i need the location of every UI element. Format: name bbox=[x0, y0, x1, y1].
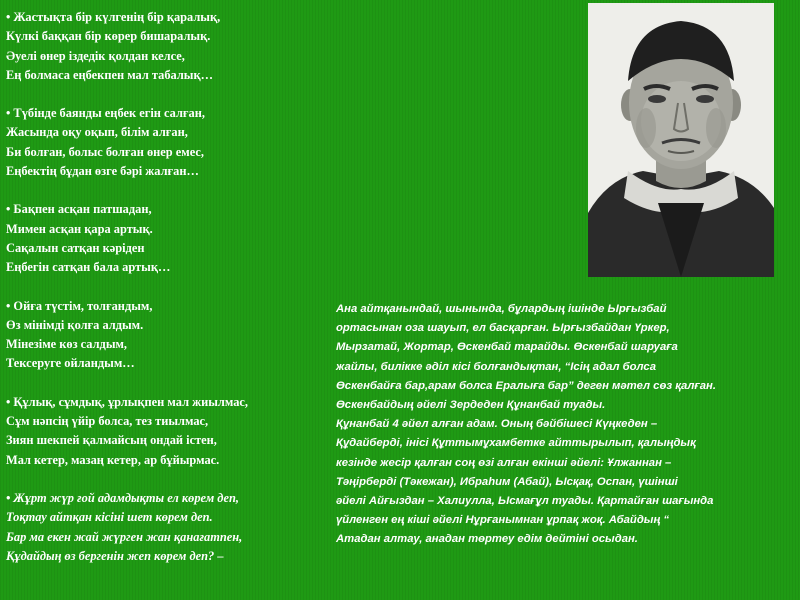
prose-line: кезінде жесір қалған соң өзі алған екінші әйелі: Ұлжаннан – bbox=[336, 456, 672, 469]
poem-line: Мал кетер, мазаң кетер, ар бұйырмас. bbox=[6, 452, 220, 467]
prose-line: Тәңірберді (Тәкежан), Ибраһим (Абай), Ысқақ, Оспан, үшінші bbox=[336, 475, 678, 488]
poem-line: Бар ма екен жай жүрген жан қанағатпен, bbox=[6, 529, 243, 544]
prose-line: үйленген ең кіші әйелі Нұрғанымнан ұрпақ жоқ. Абайдың “ bbox=[336, 514, 670, 527]
poem-stanza bbox=[6, 8, 336, 85]
biography-text bbox=[336, 300, 786, 550]
poem-line: Еңбегін сатқан бала артық… bbox=[6, 260, 171, 275]
poem-line: • Ойға түстім, толғандым, bbox=[6, 298, 153, 313]
poem-stanza bbox=[6, 393, 336, 470]
poem-column bbox=[6, 8, 336, 585]
prose-line: Ана айтқанындай, шынында, бұлардың ішінде Ырғызбай bbox=[336, 303, 667, 315]
poem-line: Тоқтау айтқан кісіні шет көрем деп. bbox=[6, 510, 213, 525]
poem-line: Мінезіме көз салдым, bbox=[6, 337, 128, 352]
poem-line: Мимен асқан қара артық. bbox=[6, 221, 153, 236]
poem-stanza bbox=[6, 489, 336, 566]
prose-line: Құдайберді, інісі Құттымұхамбетке айттырылып, қалыңдық bbox=[336, 437, 696, 450]
poem-line: Сақалын сатқан кәріден bbox=[6, 240, 145, 255]
poem-stanza bbox=[6, 104, 336, 181]
poem-line: • Түбінде баянды еңбек егін салған, bbox=[6, 106, 205, 121]
poem-stanza bbox=[6, 297, 336, 374]
poem-line: Күлкі баққан бір көрер бишаралық. bbox=[6, 29, 211, 44]
poem-line: Еңбектің бұдан өзге бәрі жалған… bbox=[6, 164, 199, 179]
poem-line: Би болған, болыс болған өнер емес, bbox=[6, 144, 204, 159]
prose-line: ортасынан оза шауып, ел басқарған. Ырғызбайдан Үркер, bbox=[336, 322, 670, 335]
poem-line: • Жастықта бір күлгенің бір қаралық, bbox=[6, 10, 221, 24]
portrait-photo bbox=[588, 3, 774, 277]
poem-line: Әуелі өнер іздедік қолдан келсе, bbox=[6, 48, 185, 63]
poem-line: Жасында оқу оқып, білім алған, bbox=[6, 125, 188, 140]
poem-line: • Жұрт жүр ғой адамдықты ел көрем деп, bbox=[6, 490, 239, 505]
prose-line: Атадан алтау, анадан төртеу едім дейтіні осыдан. bbox=[336, 533, 638, 546]
portrait-illustration bbox=[588, 3, 774, 277]
prose-line: әйелі Айғыздан – Халиулла, Ысмағұл туады. Қартайған шағында bbox=[336, 495, 714, 508]
prose-line: Өскенбайдың әйелі Зердеден Құнанбай туады. bbox=[336, 399, 606, 412]
poem-stanza bbox=[6, 200, 336, 277]
poem-line: Тексеруге ойландым… bbox=[6, 356, 135, 371]
prose-line: Өскенбайға бар,арам болса Ералыға бар” деген мәтел сөз қалған. bbox=[336, 379, 716, 392]
poem-line: Құдайдың өз бергенін жеп көрем деп? – bbox=[6, 548, 224, 563]
poem-line: Сұм нәпсің үйір болса, тез тиылмас, bbox=[6, 414, 209, 429]
prose-line: жайлы, билікке әділ кісі болғандықтан, “Ісің адал болса bbox=[336, 360, 656, 373]
poem-line: • Құлық, сұмдық, ұрлықпен мал жиылмас, bbox=[6, 394, 249, 409]
poem-line: Зиян шекпей қалмайсың ондай істен, bbox=[6, 433, 217, 448]
poem-line: Ең болмаса еңбекпен мал табалық… bbox=[6, 67, 213, 82]
prose-line: Мырзатай, Жортар, Өскенбай тарайды. Өскенбай шаруаға bbox=[336, 341, 678, 354]
poem-line: • Бақпен асқан патшадан, bbox=[6, 202, 152, 217]
prose-line: Құнанбай 4 әйел алған адам. Оның бәйбішесі Күңкеден – bbox=[336, 418, 658, 431]
poem-line: Өз мінімді қолға алдым. bbox=[6, 317, 144, 332]
